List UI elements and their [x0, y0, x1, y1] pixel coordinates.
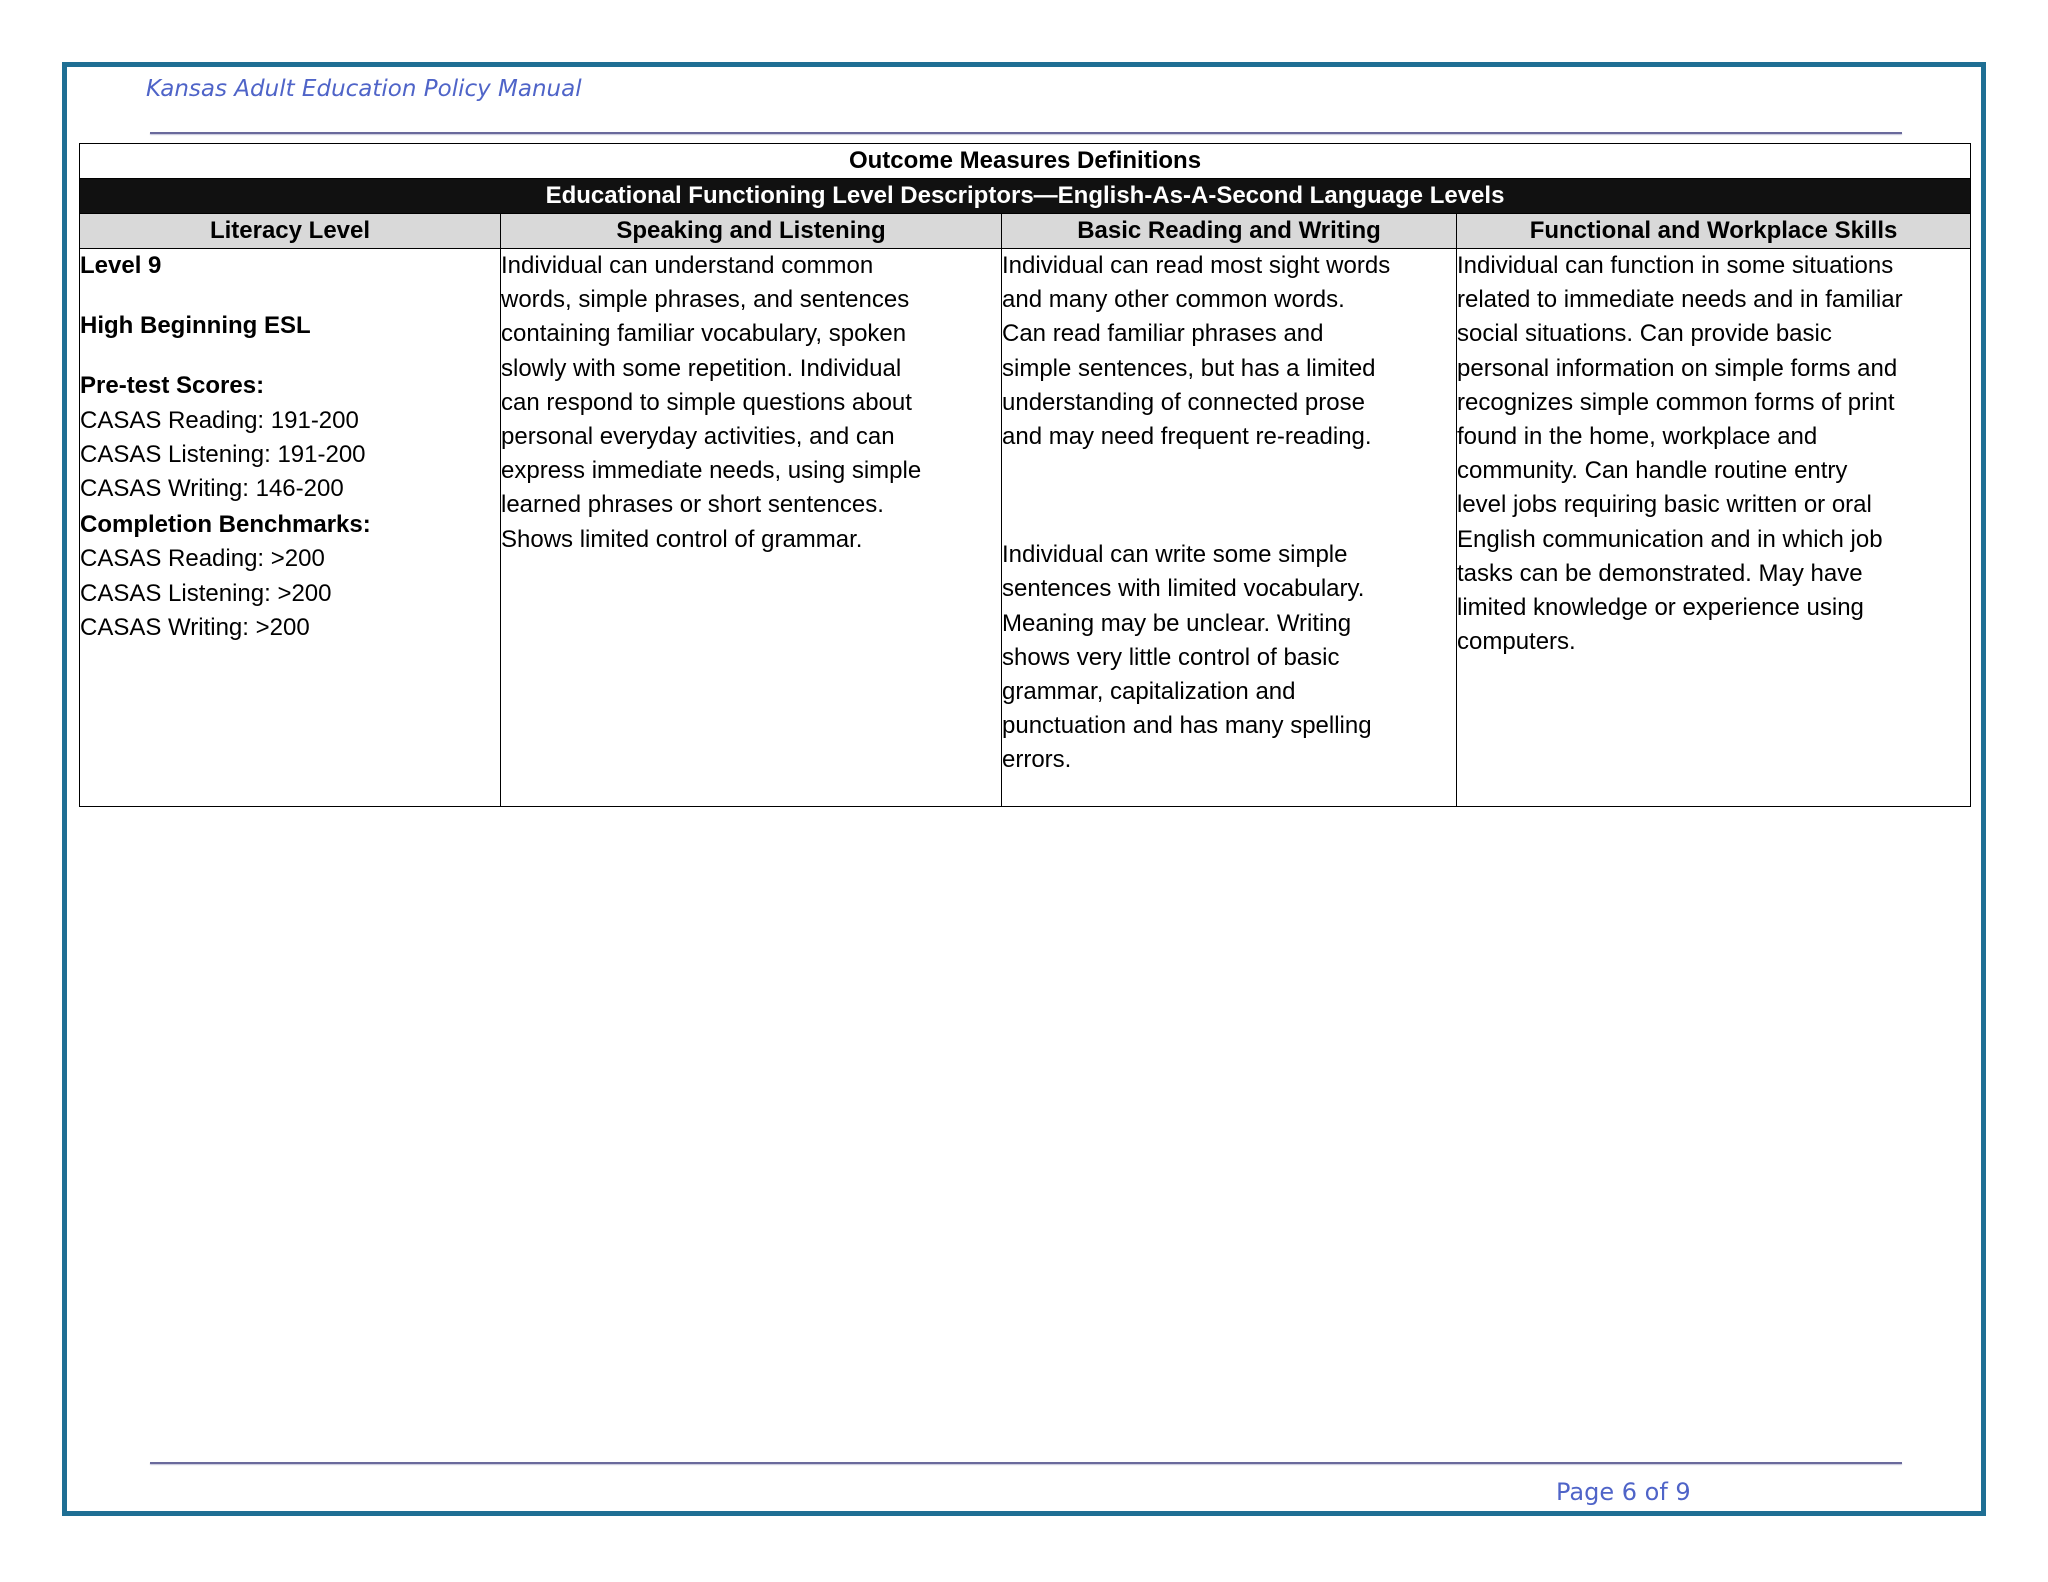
reading-line: and many other common words.: [1002, 286, 1345, 314]
completion-heading: Completion Benchmarks:: [80, 511, 371, 539]
writing-line: grammar, capitalization and: [1002, 678, 1296, 706]
speaking-listening-cell: [501, 249, 1002, 807]
speaking-line: learned phrases or short sentences.: [501, 491, 884, 519]
pretest-score-reading: CASAS Reading: 191-200: [80, 406, 359, 434]
speaking-line: can respond to simple questions about: [501, 388, 912, 416]
column-header-reading-writing: Basic Reading and Writing: [1002, 214, 1457, 249]
functional-line: Individual can function in some situations: [1457, 252, 1894, 279]
reading-line: Can read familiar phrases and: [1002, 320, 1324, 348]
footer-rule: [150, 1462, 1902, 1464]
reading-line: simple sentences, but has a limited: [1002, 354, 1376, 382]
level-name: High Beginning ESL: [80, 312, 311, 340]
reading-line: understanding of connected prose: [1002, 388, 1365, 416]
table-subtitle-row: [80, 179, 1971, 214]
pretest-score-listening: CASAS Listening: 191-200: [80, 440, 366, 468]
speaking-line: Individual can understand common: [501, 252, 874, 279]
writing-line: Individual can write some simple: [1002, 541, 1348, 569]
speaking-line: personal everyday activities, and can: [501, 423, 895, 451]
functional-line: community. Can handle routine entry: [1457, 457, 1848, 485]
functional-skills-cell: [1457, 249, 1971, 807]
column-header-literacy-level: Literacy Level: [80, 214, 501, 249]
speaking-line: express immediate needs, using simple: [501, 457, 922, 485]
column-header-functional-skills: Functional and Workplace Skills: [1457, 214, 1971, 249]
pretest-score-writing: CASAS Writing: 146-200: [80, 475, 344, 503]
column-header-row: [80, 214, 1971, 249]
header-rule: [150, 132, 1902, 134]
literacy-level-cell: [80, 249, 501, 807]
completion-score-listening: CASAS Listening: >200: [80, 579, 332, 607]
speaking-line: slowly with some repetition. Individual: [501, 354, 902, 382]
functional-line: personal information on simple forms and: [1457, 354, 1898, 382]
pretest-heading: Pre-test Scores:: [80, 372, 265, 400]
writing-line: sentences with limited vocabulary.: [1002, 575, 1365, 603]
running-header: Kansas Adult Education Policy Manual: [146, 76, 582, 102]
writing-line: punctuation and has many spelling: [1002, 712, 1372, 740]
completion-score-reading: CASAS Reading: >200: [80, 545, 325, 573]
functional-line: found in the home, workplace and: [1457, 423, 1818, 451]
functional-line: computers.: [1457, 628, 1576, 656]
functional-line: tasks can be demonstrated. May have: [1457, 559, 1863, 587]
functional-line: level jobs requiring basic written or oral: [1457, 491, 1872, 519]
speaking-line: containing familiar vocabulary, spoken: [501, 320, 907, 348]
table-title-row: [80, 144, 1971, 179]
functional-line: social situations. Can provide basic: [1457, 320, 1832, 348]
reading-line: Individual can read most sight words: [1002, 252, 1391, 279]
level-number: Level 9: [80, 252, 162, 279]
table-title: Outcome Measures Definitions: [80, 144, 1971, 179]
table-row: [80, 249, 1971, 807]
outcome-measures-table: [79, 143, 1971, 807]
functional-line: limited knowledge or experience using: [1457, 594, 1864, 622]
column-header-speaking-listening: Speaking and Listening: [501, 214, 1002, 249]
speaking-line: words, simple phrases, and sentences: [501, 286, 910, 314]
completion-score-writing: CASAS Writing: >200: [80, 613, 310, 641]
page-number: Page 6 of 9: [1556, 1478, 1691, 1506]
table-subtitle: Educational Functioning Level Descriptors—English-As-A-Second Language Levels: [80, 179, 1971, 214]
reading-line: and may need frequent re-reading.: [1002, 423, 1372, 451]
writing-line: shows very little control of basic: [1002, 643, 1340, 671]
writing-line: errors.: [1002, 746, 1072, 774]
functional-line: recognizes simple common forms of print: [1457, 388, 1895, 416]
functional-line: related to immediate needs and in familiar: [1457, 286, 1903, 314]
functional-line: English communication and in which job: [1457, 525, 1883, 553]
reading-writing-cell: [1002, 249, 1457, 807]
speaking-line: Shows limited control of grammar.: [501, 525, 863, 553]
writing-line: Meaning may be unclear. Writing: [1002, 609, 1352, 637]
